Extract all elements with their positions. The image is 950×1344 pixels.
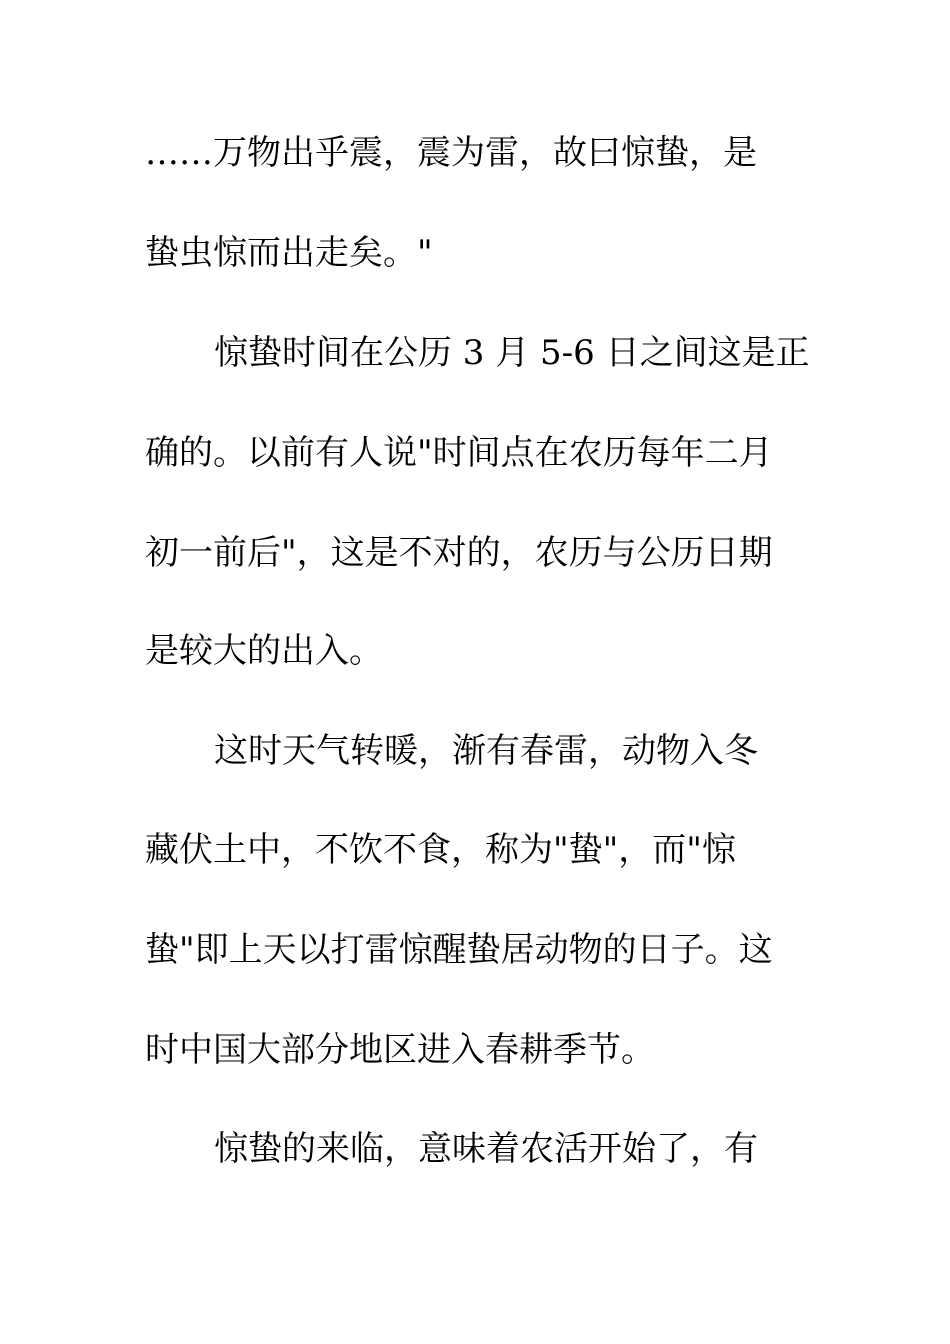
paragraph-start-line: 惊蛰时间在公历 3 月 5-6 日之间这是正: [214, 333, 810, 373]
text-line: 蛰"即上天以打雷惊醒蛰居动物的日子。这: [145, 930, 773, 970]
paragraph-start-line: 这时天气转暖，渐有春雷，动物入冬: [214, 731, 758, 771]
text-line: 确的。以前有人说"时间点在农历每年二月: [145, 433, 773, 473]
text-line: 是较大的出入。: [145, 631, 383, 671]
text-line: 初一前后"，这是不对的，农历与公历日期: [145, 533, 773, 573]
text-line: ……万物出乎震，震为雷，故曰惊蛰，是: [145, 133, 757, 173]
text-line: 蛰虫惊而出走矣。": [145, 233, 433, 273]
text-line: 藏伏土中，不饮不食，称为"蛰"，而"惊: [145, 830, 736, 870]
paragraph-start-line: 惊蛰的来临，意味着农活开始了，有: [214, 1129, 758, 1169]
text-line: 时中国大部分地区进入春耕季节。: [145, 1030, 655, 1070]
